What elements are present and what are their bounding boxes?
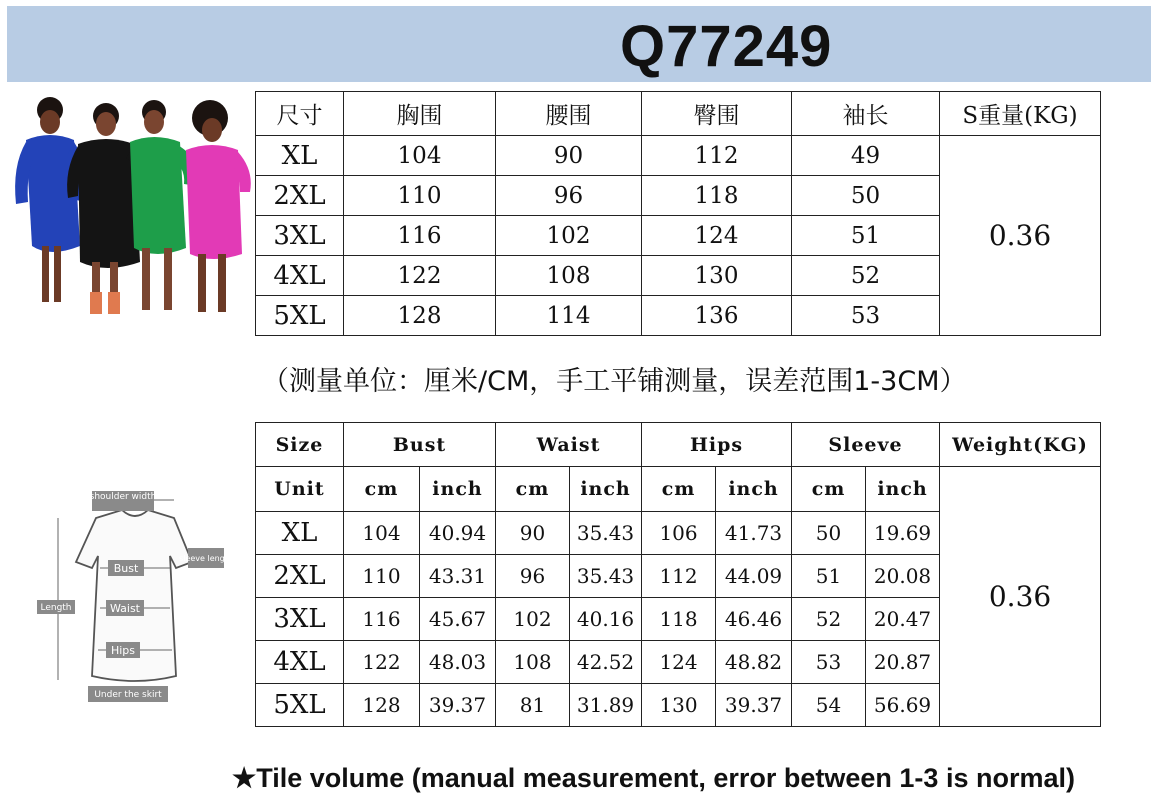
bust-cm-cell: 110 xyxy=(344,555,420,598)
waist-cell: 114 xyxy=(496,296,642,336)
bust-inch-cell: 48.03 xyxy=(420,641,496,684)
header-bust: Bust xyxy=(344,423,496,467)
header-hips: Hips xyxy=(642,423,792,467)
unit-cell: inch xyxy=(866,467,940,512)
waist-cm-cell: 81 xyxy=(496,684,570,727)
bust-cm-cell: 122 xyxy=(344,641,420,684)
waist-inch-cell: 31.89 xyxy=(570,684,642,727)
header-size: Size xyxy=(256,423,344,467)
header-waist: 腰围 xyxy=(496,92,642,136)
hips-inch-cell: 41.73 xyxy=(716,512,792,555)
bust-cm-cell: 128 xyxy=(344,684,420,727)
waist-cm-cell: 90 xyxy=(496,512,570,555)
unit-cell: cm xyxy=(642,467,716,512)
size-table-cn xyxy=(255,91,1101,336)
bust-cell: 128 xyxy=(344,296,496,336)
sleeve-inch-cell: 20.87 xyxy=(866,641,940,684)
size-cell: 4XL xyxy=(256,641,344,684)
unit-cell: inch xyxy=(570,467,642,512)
hips-inch-cell: 46.46 xyxy=(716,598,792,641)
sleeve-cell: 52 xyxy=(792,256,940,296)
unit-cell: cm xyxy=(496,467,570,512)
waist-cm-cell: 102 xyxy=(496,598,570,641)
sleeve-cell: 50 xyxy=(792,176,940,216)
hips-cell: 112 xyxy=(642,136,792,176)
unit-label: Unit xyxy=(256,467,344,512)
hips-inch-cell: 39.37 xyxy=(716,684,792,727)
bust-inch-cell: 45.67 xyxy=(420,598,496,641)
table-row xyxy=(256,136,1101,176)
hips-inch-cell: 44.09 xyxy=(716,555,792,598)
hips-cm-cell: 124 xyxy=(642,641,716,684)
waist-cm-cell: 96 xyxy=(496,555,570,598)
unit-cell: inch xyxy=(716,467,792,512)
measurement-diagram xyxy=(30,488,240,710)
bust-cell: 122 xyxy=(344,256,496,296)
sleeve-inch-cell: 19.69 xyxy=(866,512,940,555)
weight-cell: 0.36 xyxy=(940,467,1101,727)
sleeve-cm-cell: 53 xyxy=(792,641,866,684)
size-cell: 3XL xyxy=(256,598,344,641)
hips-cm-cell: 130 xyxy=(642,684,716,727)
hips-cm-cell: 112 xyxy=(642,555,716,598)
bust-label: Bust xyxy=(113,562,139,575)
header-hips: 臀围 xyxy=(642,92,792,136)
bust-inch-cell: 40.94 xyxy=(420,512,496,555)
length-label: Length xyxy=(40,603,72,613)
sleeve-cell: 49 xyxy=(792,136,940,176)
waist-inch-cell: 35.43 xyxy=(570,555,642,598)
waist-inch-cell: 42.52 xyxy=(570,641,642,684)
unit-row xyxy=(256,467,1101,512)
hips-cell: 118 xyxy=(642,176,792,216)
hips-cell: 136 xyxy=(642,296,792,336)
sleeve-cell: 53 xyxy=(792,296,940,336)
shoulder-label: shoulder width xyxy=(89,492,157,502)
models-photo xyxy=(6,96,252,326)
header-waist: Waist xyxy=(496,423,642,467)
hips-cell: 130 xyxy=(642,256,792,296)
size-cell: 2XL xyxy=(256,555,344,598)
header-size: 尺寸 xyxy=(256,92,344,136)
weight-cell: 0.36 xyxy=(940,136,1101,336)
sleeve-label: sleeve length xyxy=(179,554,233,563)
unit-cell: cm xyxy=(344,467,420,512)
bust-cell: 104 xyxy=(344,136,496,176)
size-cell: 3XL xyxy=(256,216,344,256)
title-banner xyxy=(7,6,1151,82)
waist-inch-cell: 40.16 xyxy=(570,598,642,641)
sleeve-cm-cell: 52 xyxy=(792,598,866,641)
size-cell: 4XL xyxy=(256,256,344,296)
unit-cell: inch xyxy=(420,467,496,512)
model-blue xyxy=(15,97,87,302)
bust-cm-cell: 104 xyxy=(344,512,420,555)
sleeve-cm-cell: 51 xyxy=(792,555,866,598)
hips-cm-cell: 118 xyxy=(642,598,716,641)
sleeve-cell: 51 xyxy=(792,216,940,256)
hips-cm-cell: 106 xyxy=(642,512,716,555)
header-bust: 胸围 xyxy=(344,92,496,136)
sleeve-inch-cell: 20.47 xyxy=(866,598,940,641)
header-weight: S重量(KG) xyxy=(940,92,1101,136)
sleeve-inch-cell: 20.08 xyxy=(866,555,940,598)
table-header-row xyxy=(256,92,1101,136)
size-cell: XL xyxy=(256,136,344,176)
header-sleeve: 袖长 xyxy=(792,92,940,136)
sleeve-cm-cell: 54 xyxy=(792,684,866,727)
sleeve-inch-cell: 56.69 xyxy=(866,684,940,727)
waist-cm-cell: 108 xyxy=(496,641,570,684)
size-cell: 2XL xyxy=(256,176,344,216)
waist-cell: 102 xyxy=(496,216,642,256)
model-pink xyxy=(186,100,251,312)
unit-cell: cm xyxy=(792,467,866,512)
measurement-note-en: ★Tile volume (manual measurement, error between 1-3 is normal) xyxy=(232,763,1075,793)
size-cell: 5XL xyxy=(256,296,344,336)
bust-cell: 116 xyxy=(344,216,496,256)
waist-label: Waist xyxy=(109,602,141,615)
size-cell: XL xyxy=(256,512,344,555)
size-table-en xyxy=(255,422,1101,727)
waist-cell: 108 xyxy=(496,256,642,296)
waist-inch-cell: 35.43 xyxy=(570,512,642,555)
bust-inch-cell: 39.37 xyxy=(420,684,496,727)
bust-cell: 110 xyxy=(344,176,496,216)
bust-inch-cell: 43.31 xyxy=(420,555,496,598)
hips-label: Hips xyxy=(110,644,136,657)
waist-cell: 96 xyxy=(496,176,642,216)
measurement-note-cn: （测量单位：厘米/CM，手工平铺测量，误差范围1-3CM） xyxy=(262,366,967,397)
header-sleeve: Sleeve xyxy=(792,423,940,467)
product-code: Q77249 xyxy=(620,14,833,79)
header-weight: Weight(KG) xyxy=(940,423,1101,467)
hips-cell: 124 xyxy=(642,216,792,256)
size-cell: 5XL xyxy=(256,684,344,727)
bust-cm-cell: 116 xyxy=(344,598,420,641)
hem-label: Under the skirt xyxy=(94,690,162,700)
table-header-row xyxy=(256,423,1101,467)
hips-inch-cell: 48.82 xyxy=(716,641,792,684)
waist-cell: 90 xyxy=(496,136,642,176)
sleeve-cm-cell: 50 xyxy=(792,512,866,555)
